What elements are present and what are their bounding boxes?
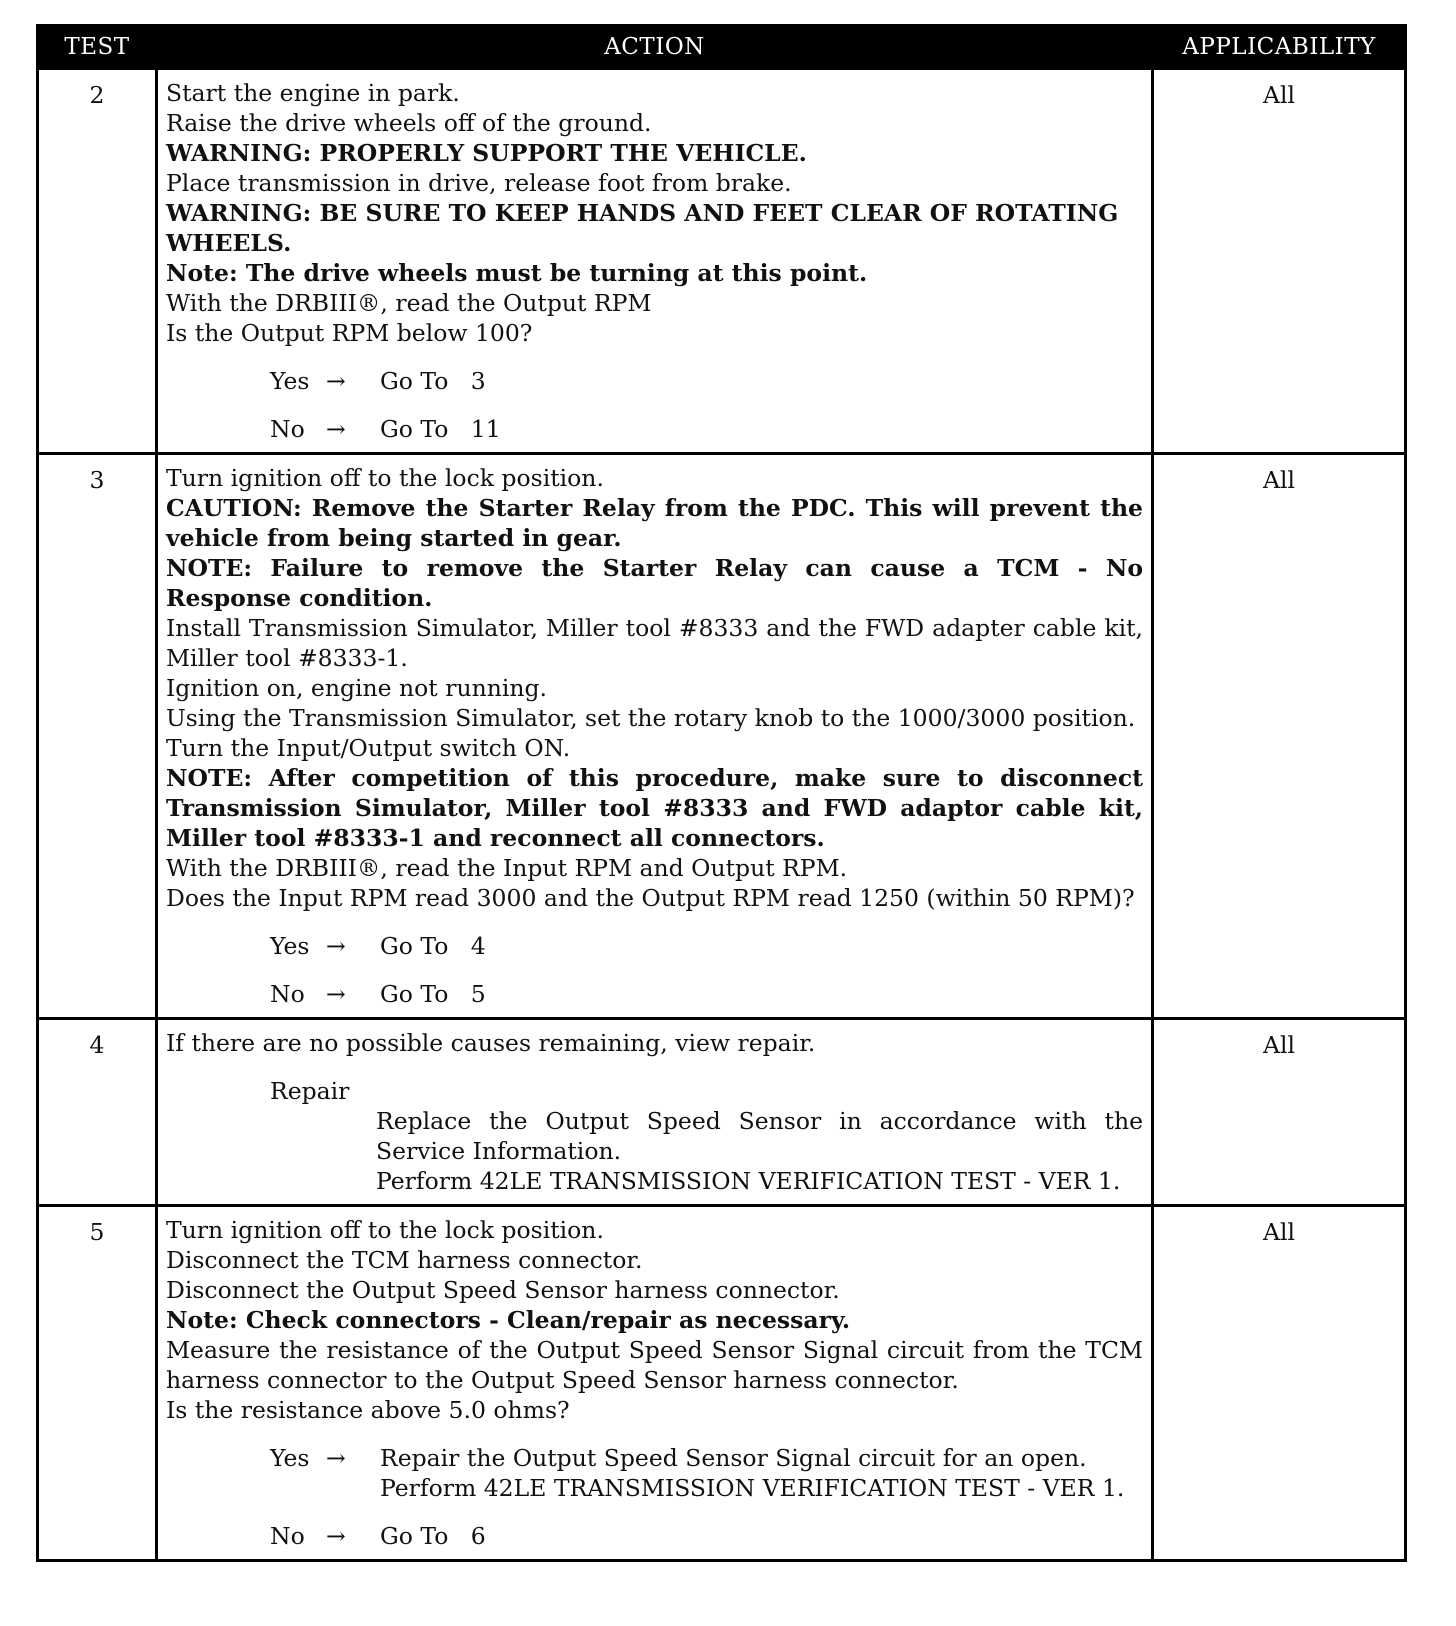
response-target [380,1443,1124,1503]
question-line: Does the Input RPM read 3000 and the Output RPM read 1250 (within 50 RPM)? [166,884,1135,912]
note-line: Note: Check connectors - Clean/repair as necessary. [166,1306,851,1334]
note-line: NOTE: Failure to remove the Starter Relay can cause a TCM - No Response condition. [166,554,1143,612]
table-row [38,1019,1406,1206]
table-row [38,1206,1406,1561]
instruction-line: Raise the drive wheels off of the ground. [166,109,652,137]
action-cell [157,1206,1153,1561]
applicability-cell: All [1153,1019,1406,1206]
instruction-line: Disconnect the Output Speed Sensor harness connector. [166,1276,840,1304]
response-target: Go To 4 [380,932,486,960]
test-number: 2 [38,69,157,454]
instruction-line: With the DRBIII®, read the Output RPM [166,289,652,317]
repair-line: Perform 42LE TRANSMISSION VERIFICATION TEST - VER 1. [376,1167,1121,1195]
arrow-icon: → [326,367,346,395]
response-answer: No [270,415,305,443]
instruction-line: Install Transmission Simulator, Miller tool #8333 and the FWD adapter cable kit, Miller tool #8333-1. [166,614,1143,672]
instruction-line: Using the Transmission Simulator, set the rotary knob to the 1000/3000 position. [166,704,1136,732]
response-answer: No [270,980,305,1008]
instruction-line: With the DRBIII®, read the Input RPM and Output RPM. [166,854,848,882]
test-number: 3 [38,454,157,1019]
response-answer: Yes [270,367,310,395]
instruction-line: Turn the Input/Output switch ON. [166,734,571,762]
note-line: NOTE: After competition of this procedure, make sure to disconnect Transmission Simulator, Miller tool #8333 and FWD adaptor cable kit, Miller tool #8333-1 and reconnect all connectors. [166,764,1143,852]
instruction-line: Start the engine in park. [166,79,460,107]
note-line: Note: The drive wheels must be turning at this point. [166,259,868,287]
response-answer: No [270,1522,305,1550]
response-target: Go To 5 [380,980,486,1008]
action-cell [157,454,1153,1019]
repair-label: Repair [270,1077,350,1105]
arrow-icon: → [326,1444,346,1472]
table-row [38,454,1406,1019]
instruction-line: Turn ignition off to the lock position. [166,464,604,492]
response-no [270,414,1143,444]
applicability-cell: All [1153,1206,1406,1561]
response-answer: Yes [270,932,310,960]
table-row [38,69,1406,454]
instruction-line: Place transmission in drive, release foot from brake. [166,169,792,197]
response-target: Go To 6 [380,1522,486,1550]
question-line: Is the Output RPM below 100? [166,319,533,347]
instruction-line: If there are no possible causes remaining, view repair. [166,1029,816,1057]
diagnostic-page [36,24,1404,1562]
response-target-line: Repair the Output Speed Sensor Signal circuit for an open. [380,1444,1087,1472]
header-applicability: APPLICABILITY [1153,26,1406,69]
instruction-line: Measure the resistance of the Output Speed Sensor Signal circuit from the TCM harness connector to the Output Speed Sensor harness connector. [166,1336,1143,1394]
applicability-cell: All [1153,69,1406,454]
response-yes [270,366,1143,396]
arrow-icon: → [326,932,346,960]
test-number: 5 [38,1206,157,1561]
response-yes [270,1443,1143,1503]
action-cell [157,69,1153,454]
action-cell [157,1019,1153,1206]
response-answer: Yes [270,1444,310,1472]
response-no [270,1521,1143,1551]
header-action: ACTION [157,26,1153,69]
response-no [270,979,1143,1009]
response-target-line: Perform 42LE TRANSMISSION VERIFICATION TEST - VER 1. [380,1474,1125,1502]
question-line: Is the resistance above 5.0 ohms? [166,1396,570,1424]
header-test: TEST [38,26,157,69]
warning-line: WARNING: PROPERLY SUPPORT THE VEHICLE. [166,139,807,167]
response-yes [270,931,1143,961]
arrow-icon: → [326,980,346,1008]
diagnostic-test-table [36,24,1407,1562]
warning-line: WARNING: BE SURE TO KEEP HANDS AND FEET CLEAR OF ROTATING WHEELS. [166,199,1119,257]
arrow-icon: → [326,1522,346,1550]
response-target: Go To 3 [380,367,486,395]
response-target: Go To 11 [380,415,501,443]
table-header-row [38,26,1406,69]
test-number: 4 [38,1019,157,1206]
caution-line: CAUTION: Remove the Starter Relay from the PDC. This will prevent the vehicle from being started in gear. [166,494,1143,552]
applicability-cell: All [1153,454,1406,1019]
repair-line: Replace the Output Speed Sensor in accordance with the Service Information. [376,1107,1143,1165]
instruction-line: Disconnect the TCM harness connector. [166,1246,643,1274]
instruction-line: Ignition on, engine not running. [166,674,548,702]
instruction-line: Turn ignition off to the lock position. [166,1216,604,1244]
repair-body [376,1106,1143,1196]
arrow-icon: → [326,415,346,443]
